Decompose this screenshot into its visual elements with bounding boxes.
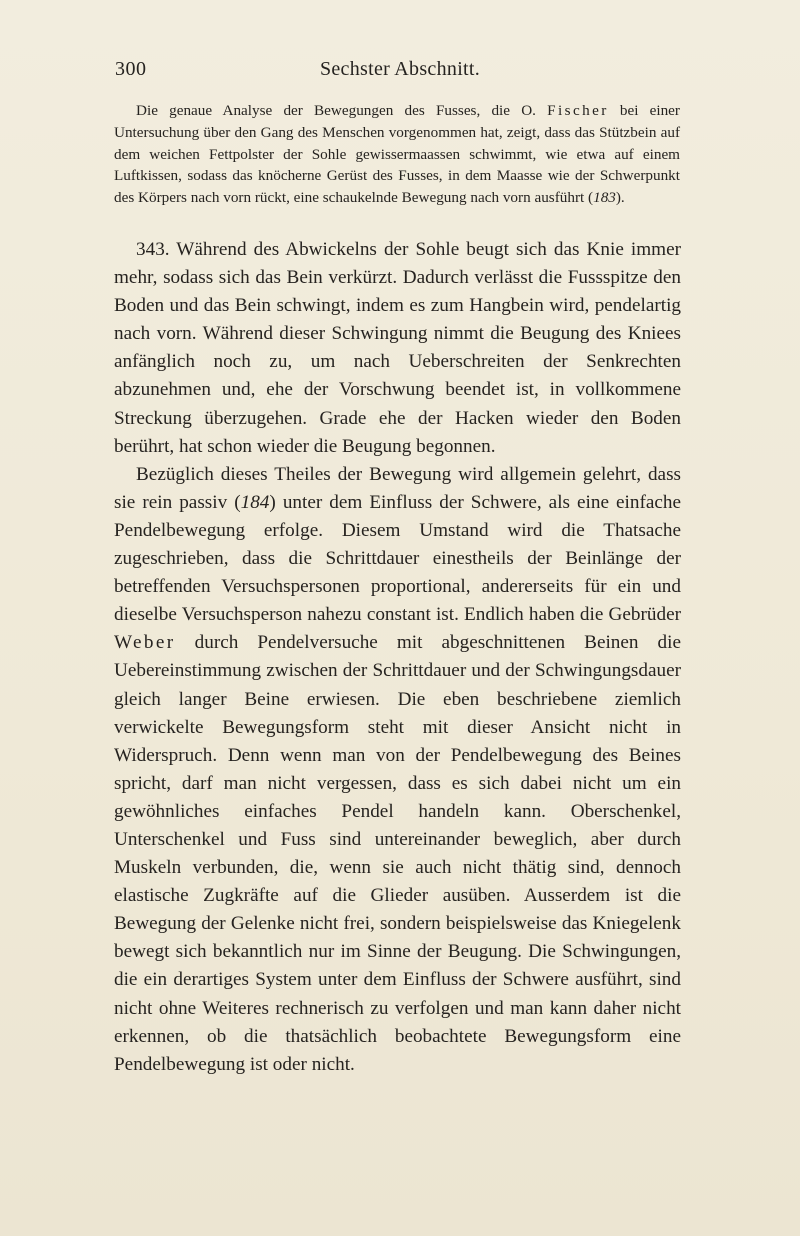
running-head: Sechster Abschnitt. bbox=[319, 58, 481, 80]
reference-number: 183 bbox=[593, 189, 616, 207]
page-header bbox=[115, 58, 685, 88]
paragraph-text: ). bbox=[615, 189, 625, 207]
paragraph-text: Die genaue Analyse der Bewegungen des Fusses, die O. bbox=[136, 102, 548, 119]
paragraph-343: 343. Während des Abwickelns der Sohle beugt sich das Knie immer mehr, sodass sich das Bein verkürzt. Dadurch verlässt die Fussspitze den Boden und das Bein schwingt, indem es zum Hangbein wird, pendelartig nach vorn. Während dieser Schwingung nimmt die Beugung des Kniees anfänglich noch zu, um nach Ueberschreiten der Senkrechten abzunehmen und, ehe der Vorschwung beendet ist, in vollkommene Streckung überzugehen. Grade ehe der Hacken wieder den Boden berührt, hat schon wieder die Beugung begonnen. bbox=[114, 239, 681, 457]
paragraph-pendulum bbox=[114, 461, 681, 1079]
paragraph-fischer-analysis bbox=[114, 100, 680, 209]
author-name: Weber bbox=[114, 632, 176, 654]
page-number: 300 bbox=[115, 58, 147, 80]
paragraph-text: bei einer Untersuchung über den Gang des Menschen vorgenommen hat, zeigt, dass das Stützbein auf dem weichen Fettpolster der Sohle gewissermaassen schwimmt, wie etwa auf einem Luftkissen, sodass das knöcherne Gerüst des Fusses, in dem Maasse wie der Schwerpunkt des Körpers nach vorn rückt, eine schaukelnde Bewegung nach vorn ausführt ( bbox=[114, 102, 680, 207]
paragraph-text: Bezüglich dieses Theiles der Bewegung wird allgemein gelehrt, dass sie rein passiv ( bbox=[114, 463, 681, 513]
paragraph-text: ) unter dem Einfluss der Schwere, als eine einfache Pendelbewegung erfolge. Diesem Umstand wird die Thatsache zugeschrieben, dass die Schrittdauer einestheils der Beinlänge der betreffenden Versuchspersonen proportional, andererseits für ein und dieselbe Versuchsperson nahezu constant ist. Endlich haben die Gebrüder bbox=[114, 491, 681, 626]
main-text bbox=[114, 236, 681, 1079]
author-name: Fischer bbox=[547, 102, 609, 119]
paragraph-text: durch Pendelversuche mit abgeschnittenen Beinen die Uebereinstimmung zwischen der Schrittdauer und der Schwingungsdauer gleich langer Beine erwiesen. Die eben beschriebene ziemlich verwickelte Bewegungsform steht mit dieser Ansicht nicht in Widerspruch. Denn wenn man von der Pendelbewegung des Beines spricht, darf man nicht vergessen, dass es sich dabei nicht um ein gewöhnliches einfaches Pendel handeln kann. Oberschenkel, Unterschenkel und Fuss sind untereinander beweglich, aber durch Muskeln verbunden, die, wenn sie auch nicht thätig sind, dennoch elastische Zugkräfte auf die Glieder ausüben. Ausserdem ist die Bewegung der Gelenke nicht frei, sondern beispielsweise das Kniegelenk bewegt sich bekanntlich nur im Sinne der Beugung. Die Schwingungen, die ein derartiges System unter dem Einfluss der Schwere ausführt, sind nicht ohne Weiteres rechnerisch zu verfolgen und man kann daher nicht erkennen, ob die thatsächlich beobachtete Bewegungsform eine Pendelbewegung ist oder nicht. bbox=[114, 632, 681, 1075]
reference-number: 184 bbox=[240, 491, 270, 513]
